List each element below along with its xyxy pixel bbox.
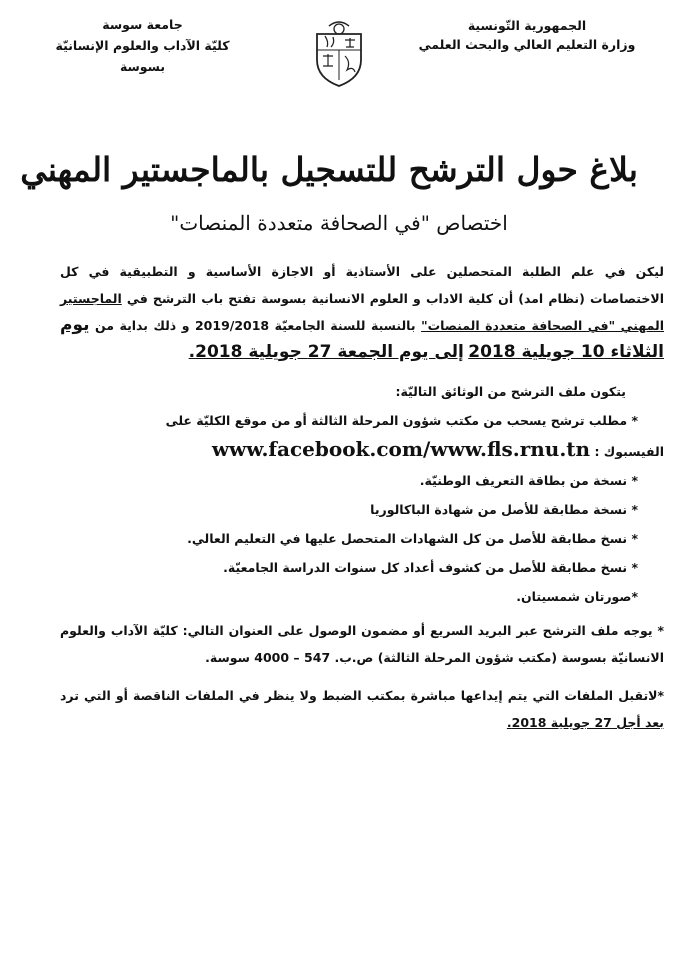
intro-paragraph: [60, 258, 664, 366]
end-date: إلى يوم الجمعة 27 جويلية 2018.: [188, 342, 464, 362]
intro-text-2: بالنسبة للسنة الجامعيّة 2019/2018 و ذلك بداية من: [95, 318, 416, 333]
note-deadline: بعد أجل 27 جويلية 2018.: [506, 715, 664, 730]
header-faculty-name: كليّة الآداب والعلوم الإنسانيّة: [55, 38, 230, 53]
item-photos: *صورتان شمسيتان.: [516, 589, 638, 604]
header-city: بسوسة: [119, 59, 166, 74]
facebook-label: الفيسبوك :: [594, 444, 664, 459]
header-university: جامعة سوسة: [102, 17, 183, 32]
facebook-url-link[interactable]: www.facebook.com/www.fls.rnu.tn: [211, 437, 591, 461]
note-paragraph: [60, 682, 664, 736]
page-title: بلاغ حول الترشح للتسجيل بالماجستير المهني: [20, 150, 638, 189]
tunisia-emblem-icon: [311, 16, 367, 90]
page-subtitle: اختصاص "في الصحافة متعددة المنصات": [170, 211, 508, 235]
item-bac: * نسخة مطابقة للأصل من شهادة الباكالوريا: [370, 502, 638, 517]
header-republic: الجمهورية التّونسية: [467, 18, 587, 33]
note-text: *لاتقبل الملفات التي يتم إيداعها مباشرة بمكتب الضبط ولا ينظر في الملفات الناقصة أو التي ترد: [60, 688, 664, 703]
item-form: * مطلب ترشح يسحب من مكتب شؤون المرحلة الثالثة أو من موقع الكليّة على: [165, 413, 638, 428]
item-id-card: * نسخة من بطاقة التعريف الوطنيّة.: [419, 473, 638, 488]
intro-text: ليكن في علم الطلبة المتحصلين على الأستاذية أو الاجازة الأساسية و التطبيقية في كل الاختصاصات (نظام امد) أن كلية الاداب و العلوم الانسانية بسوسة تفتح باب الترشح في: [60, 264, 664, 306]
item-diplomas: * نسخ مطابقة للأصل من كل الشهادات المتحصل عليها في التعليم العالي.: [187, 531, 638, 546]
document-body: [60, 258, 664, 747]
start-date: يوم الثلاثاء 10 جويلية 2018: [60, 315, 664, 362]
facebook-row: [60, 435, 664, 466]
send-paragraph: * يوجه ملف الترشح عبر البريد السريع أو مضمون الوصول على العنوان التالي: كليّة الآداب والعلوم الانسانيّة بسوسة (مكتب شؤون المرحلة الثالثة) ص.ب. 547 – 4000 سوسة.: [60, 623, 664, 665]
program-name: الماجستير المهني "في الصحافة متعددة المنصات": [60, 291, 664, 333]
header-faculty: [20, 14, 265, 77]
header-ministry-name: وزارة التعليم العالي والبحث العلمي: [418, 37, 636, 52]
header-ministry: [412, 16, 642, 54]
item-transcripts: * نسخ مطابقة للأصل من كشوف أعداد كل سنوات الدراسة الجامعيّة.: [223, 560, 638, 575]
dossier-intro: يتكون ملف الترشح من الوثائق التاليّة:: [395, 384, 626, 399]
